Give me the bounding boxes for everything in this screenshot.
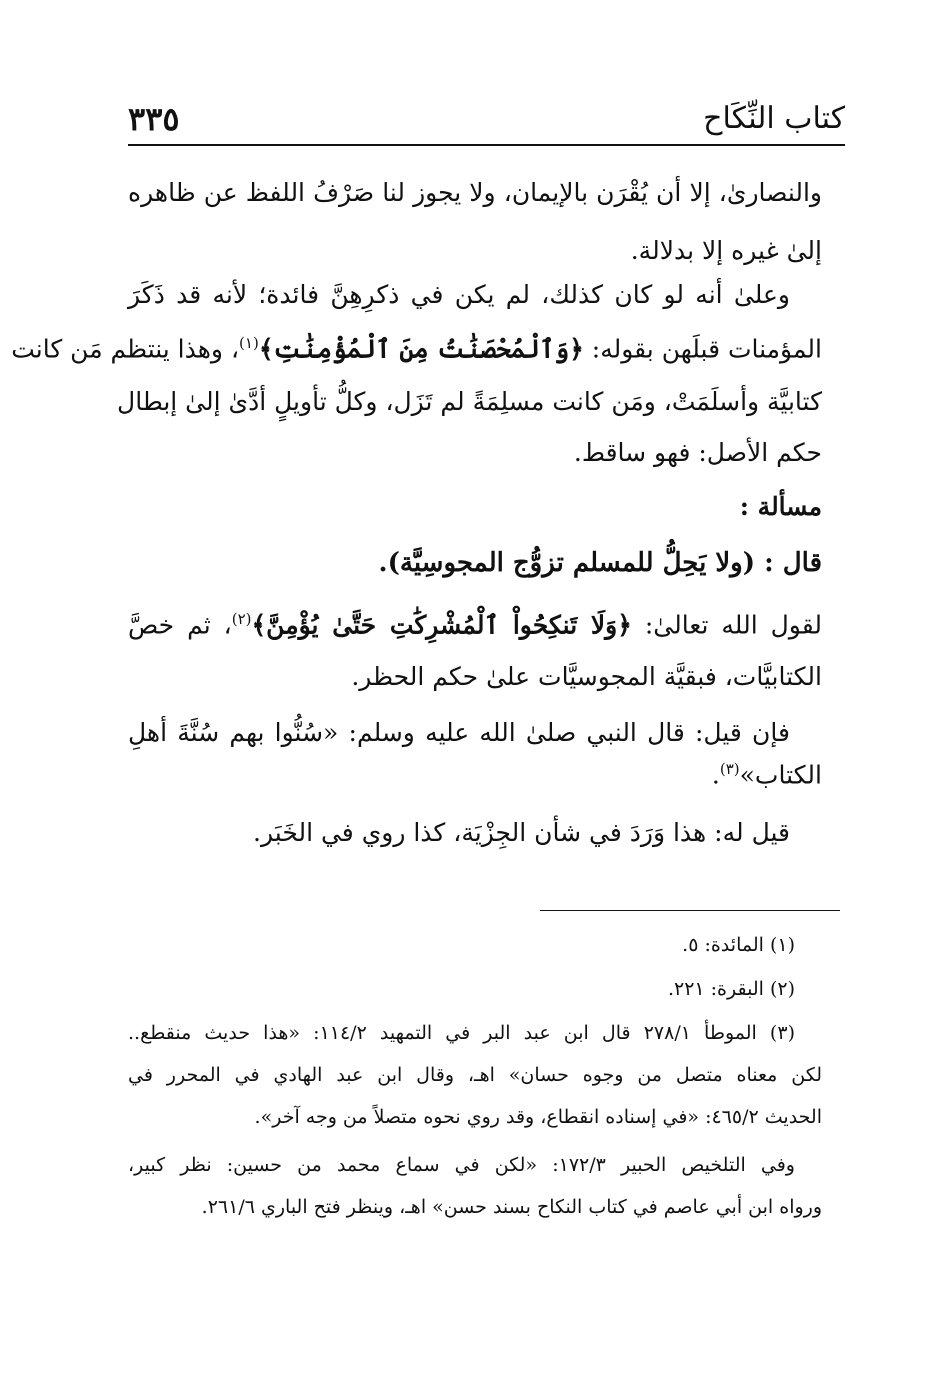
body-line: إلىٰ غيره إلا بدلالة.: [630, 236, 822, 265]
footnote-3-line: وفي التلخيص الحبير ١٧٢/٣: «لكن في سماع محمد من حسين: نظر كبير،: [128, 1154, 795, 1176]
footnote-1: (١) المائدة: ٥.: [682, 934, 795, 956]
body-text: ، ثم خصَّ: [128, 610, 232, 640]
body-line: كتابيَّة وأسلَمَتْ، ومَن كانت مسلِمَةً لم تَزَل، وكلُّ تأويلٍ أدَّىٰ إلىٰ إبطال: [117, 387, 822, 416]
body-line: والنصارىٰ، إلا أن يُقْرَن بالإيمان، ولا يجوز لنا صَرْفُ اللفظ عن ظاهره: [128, 178, 822, 207]
quran-verse: ﴿وَٱلْمُحْصَنَٰتُ مِنَ ٱلْمُؤْمِنَٰتِ﴾: [258, 334, 584, 364]
quran-verse: ﴿وَلَا تَنكِحُواْ ٱلْمُشْرِكَٰتِ حَتَّىٰ يُؤْمِنَّ﴾: [251, 610, 632, 640]
footnote-3-line: الحديث ٤٦٥/٢: «في إسناده انقطاع، وقد روي نحوه متصلاً من وجه آخر».: [254, 1106, 822, 1128]
body-line: وعلىٰ أنه لو كان كذلك، لم يكن في ذكرِهِنَّ فائدة؛ لأنه قد ذَكَرَ: [128, 280, 790, 309]
footnote-separator: [540, 910, 840, 911]
body-line: فإن قيل: قال النبي صلىٰ الله عليه وسلم: «سُنُّوا بهم سُنَّةَ أهلِ: [128, 718, 790, 747]
body-line: [11, 334, 822, 364]
matn-text: (ولا يَحِلُّ للمسلم تزوُّج المجوسِيَّة).: [378, 548, 756, 578]
body-line: [128, 610, 822, 639]
footnote-ref: (١): [239, 334, 259, 352]
body-text: المؤمنات قبلَهن بقوله:: [583, 334, 822, 364]
body-line: حكم الأصل: فهو ساقط.: [573, 438, 822, 467]
footnote-2: (٢) البقرة: ٢٢١.: [667, 978, 795, 1000]
period: .: [711, 760, 720, 790]
footnote-ref: (٣): [719, 760, 740, 778]
section-heading: مسألة :: [739, 492, 822, 521]
footnote-ref: (٢): [231, 610, 252, 628]
body-text: لقول الله تعالىٰ:: [631, 610, 822, 640]
body-line: [712, 760, 822, 789]
matn-line: [379, 548, 822, 578]
chapter-title: كتاب النِّكَاح: [703, 101, 845, 136]
body-text: الكتاب»: [739, 760, 822, 790]
body-text: ، وهذا ينتظم مَن كانت: [11, 334, 240, 364]
body-line: الكتابيَّات، فبقيَّة المجوسيَّات علىٰ حكم الحظر.: [351, 662, 822, 691]
qala-label: قال :: [764, 548, 822, 578]
footnote-3-line: ورواه ابن أبي عاصم في كتاب النكاح بسند حسن» اهـ، وينظر فتح الباري ٢٦١/٦.: [201, 1196, 822, 1218]
footnote-3-line: لكن معناه متصل من وجوه حسان» اهـ، وقال ابن عبد الهادي في المحرر في: [128, 1064, 822, 1086]
footnote-3-line: (٣) الموطأ ٢٧٨/١ قال ابن عبد البر في التمهيد ١١٤/٢: «هذا حديث منقطع..: [128, 1022, 795, 1044]
body-line: قيل له: هذا وَرَدَ في شأن الجِزْيَة، كذا روي في الخَبَر.: [253, 818, 790, 847]
page-header: [128, 98, 845, 146]
page-number: ٣٣٥: [128, 100, 180, 138]
